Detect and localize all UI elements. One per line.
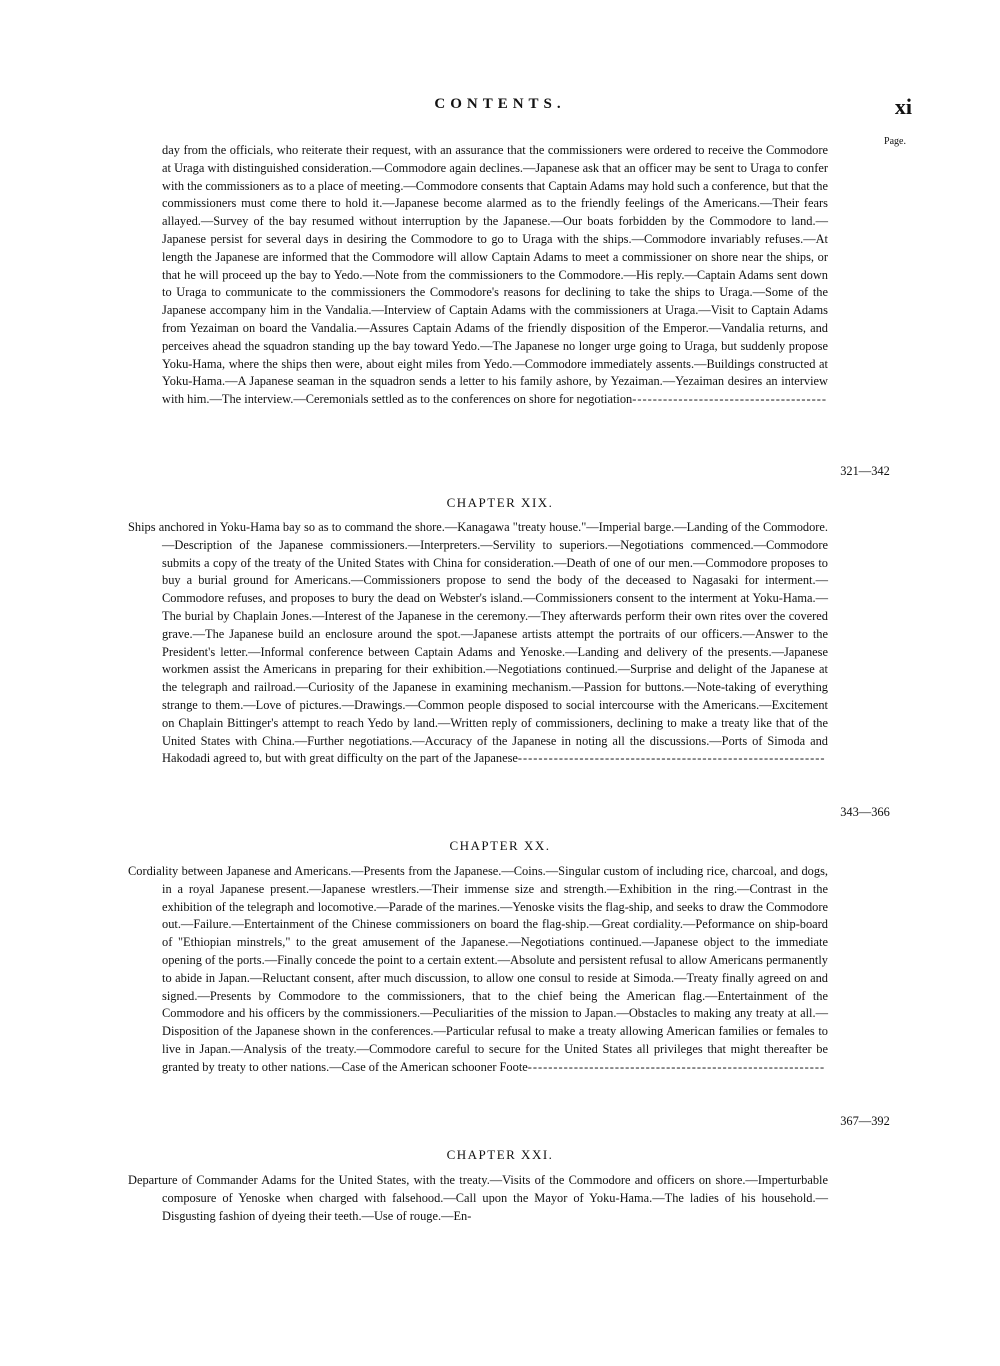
chapter-summary [128,519,828,768]
leader-dots: -------------------------------------- [632,392,828,407]
page-range: 343—366 [840,805,890,819]
page-column-label: Page. [884,136,906,147]
leader-dots: ------------------------------------------------------------ [517,751,826,766]
chapter-summary [128,863,828,1077]
chapter-summary-text: Departure of Commander Adams for the United States, with the treaty.—Visits of the Commodore and officers on shore.—Imperturbable composure of Yenoske when charged with falsehood.—Call upon the Mayor of Yoku-Hama.—The ladies of his household.—Disgusting fashion of dyeing their teeth.—Use of rouge.—En- [128,1173,828,1223]
chapter-heading: CHAPTER XIX. [446,495,554,510]
chapter-heading: CHAPTER XXI. [446,1147,554,1162]
page-range: 367—392 [840,1114,890,1128]
leader-dots: ---------------------------------------------------------- [527,1059,826,1074]
page-range: 321—342 [840,464,890,478]
entry-text: day from the officials, who reiterate their request, with an assurance that the commissioners were ordered to receive the Commodore at Uraga with distinguished consideration.—Commodore again declines.—Japanese ask that an officer may be sent to Uraga to confer with the commissioners as to a place of meeting.—Commodore consents that Captain Adams may hold such a conference, but that the commissioners must come there to hold it.—Japanese become alarmed as to the friendly feelings of the Americans.—Their fears allayed.—Survey of the bay resumed without interruption by the Japanese.—Our boats forbidden by the Commodore to land.—Japanese persist for several days in desiring the Commodore to go to Uraga with the ships.—Commodore invariably refuses.—At length the Japanese are informed that the Commodore will allow Captain Adams to meet a commissioner on shore near the ships, or that he will proceed up the bay to Yedo.—Note from the commissioners to the Commodore.—His reply.—Captain Adams sent down to Uraga to communicate to the commissioners the Commodore's reasons for declining to take the ships to Uraga.—Some of the Japanese accompany him in the Vandalia.—Interview of Captain Adams with the commissioners at Uraga.—Visit to Captain Adams from Yezaiman on board the Vandalia.—Assures Captain Adams of the friendly disposition of the Emperor.—Vandalia returns, and perceives ahead the squadron standing up the bay toward Yedo.—The Japanese no longer urge going to Uraga, but suddenly propose Yoku-Hama, where the ships then were, about eight miles from Yedo.—Commodore immediately assents.—Buildings constructed at Yoku-Hama.—A Japanese seaman in the squadron sends a letter to his family ashore, by Yezaiman.—Yezaiman desires an interview with him.—The interview.—Ceremonials settled as to the conferences on shore for negotiation [162,143,828,407]
chapter-summary-text: Ships anchored in Yoku-Hama bay so as to command the shore.—Kanagawa "treaty house."—Imperial barge.—Landing of the Commodore.—Description of the Japanese commissioners.—Interpreters.—Servility to superiors.—Negotiations commenced.—Commodore submits a copy of the treaty of the United States with China for consideration.—Death of one of our men.—Commodore proposes to buy a burial ground for Americans.—Commissioners propose to send the body of the deceased to Nagasaki for interment.—Commodore refuses, and proposes to bury the dead on Webster's island.—Commissioners consent to the interment at Yoku-Hama.—The burial by Chaplain Jones.—Interest of the Japanese in the ceremony.—They afterwards perform their own rites over the covered grave.—The Japanese build an enclosure around the spot.—Japanese artists attempt the portraits of our officers.—Answer to the President's letter.—Informal conference between Captain Adams and Yenoske.—Landing and delivery of the presents.—Japanese workmen assist the Americans in preparing for their exhibition.—Negotiations continued.—Surprise and delight of the Japanese at the telegraph and railroad.—Curiosity of the Japanese in examining mechanism.—Passion for buttons.—Note-taking of everything strange to them.—Love of pictures.—Drawings.—Common people disposed to social intercourse with the Americans.—Excitement on Chaplain Bittinger's attempt to reach Yedo by land.—Written reply of commissioners, declining to make a treaty like that of the United States with China.—Further negotiations.—Accuracy of the Japanese in noting all the discussions.—Ports of Simoda and Hakodadi agreed to, but with great difficulty on the part of the Japanese [128,520,828,766]
page-number: xi [894,94,912,119]
chapter-heading: CHAPTER XX. [449,838,551,853]
chapter-summary-text: Cordiality between Japanese and Americans.—Presents from the Japanese.—Coins.—Singular custom of including rice, charcoal, and dogs, in a royal Japanese present.—Japanese wrestlers.—Their immense size and strength.—Exhibition in the ring.—Contrast in the exhibition of the telegraph and locomotive.—Parade of the marines.—Yenoske visits the flag-ship, and seeks to draw the Commodore out.—Failure.—Entertainment of the Chinese commissioners on board the flag-ship.—Great cordiality.—Peformance on ship-board of "Ethiopian minstrels," to the great amusement of the Japanese.—Negotiations continued.—Japanese object to the immediate opening of the ports.—Finally concede the point to a certain extent.—Absolute and persistent refusal to allow Americans permanently to abide in Japan.—Reluctant consent, after much discussion, to allow one consul to reside at Simoda.—Treaty finally agreed on and signed.—Presents by Commodore to the commissioners, that to the chief being the American flag.—Entertainment of the Commodore and his officers by the commissioners.—Peculiarities of the mission to Japan.—Obstacles to making any treaty at all.—Disposition of the Japanese shown in the conferences.—Particular refusal to make a treaty allowing American families or females to live in Japan.—Analysis of the treaty.—Commodore careful to secure for the United States all privileges that might thereafter be granted by treaty to other nations.—Case of the American schooner Foote [128,864,828,1074]
chapter-summary [128,1172,828,1225]
contents-entry-continued [128,142,828,409]
running-title: CONTENTS. [434,96,566,112]
